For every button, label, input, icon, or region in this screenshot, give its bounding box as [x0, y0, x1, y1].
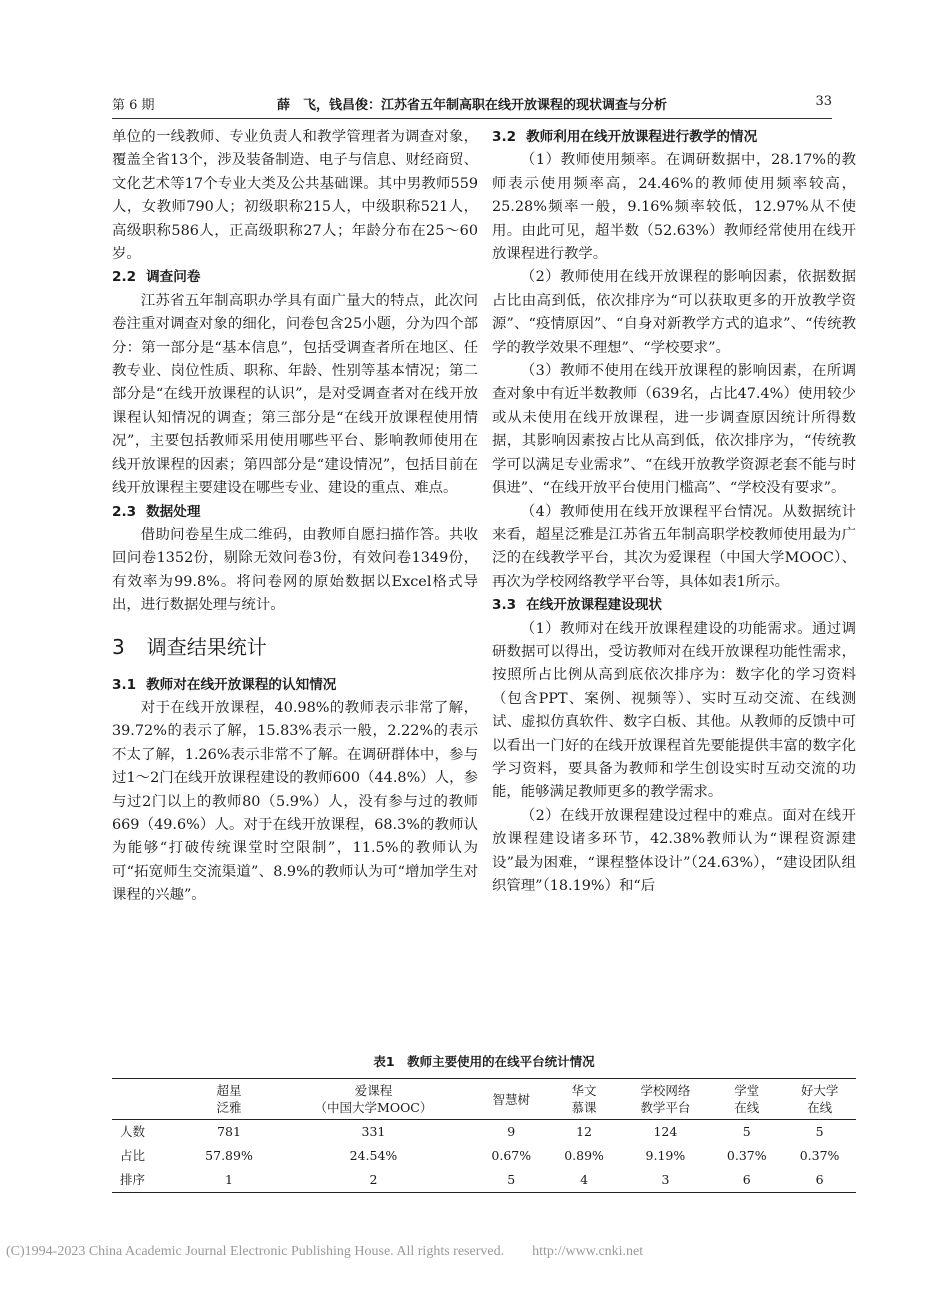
table-cell: 6: [815, 1172, 824, 1187]
column-header: 爱课程 （中国大学MOOC）: [314, 1083, 433, 1115]
table-cell: 57.89%: [205, 1148, 253, 1163]
column-header: 华文 慕课: [571, 1083, 597, 1115]
table-header-row: [112, 1079, 856, 1120]
table-cell: 0.89%: [564, 1148, 604, 1163]
table-1: [112, 1052, 856, 1193]
section-heading-2-3: [112, 501, 478, 524]
column-header: 超星 泛雅: [216, 1083, 242, 1115]
table-cell: 4: [580, 1172, 589, 1187]
table-corner-cell: [112, 1079, 186, 1120]
table-row: [112, 1120, 856, 1145]
row-label: 人数: [120, 1124, 146, 1139]
column-header: 智慧树: [492, 1091, 531, 1107]
paragraph: 借助问卷星生成二维码，由教师自愿扫描作答。共收回问卷1352份，剔除无效问卷3份，有效问卷1349份，有效率为99.8%。将问卷网的原始数据以Excel格式导出，进行数据处理与统计。: [112, 526, 478, 614]
paragraph: （1）教师使用频率。在调研数据中，28.17%的教师表示使用频率高，24.46%的教师使用频率较高，25.28%频率一般，9.16%频率较低，12.97%从不使用。由此可见，超半数（52.63%）教师经常使用在线开放课程进行教学。: [492, 152, 856, 263]
table-caption: 表1 教师主要使用的在线平台统计情况: [373, 1054, 595, 1069]
section-title: 数据处理: [146, 503, 201, 520]
section-heading-3: [112, 632, 478, 662]
issue-number: 第 6 期: [112, 98, 155, 113]
paragraph: 单位的一线教师、专业负责人和教学管理者为调查对象，覆盖全省13个，涉及装备制造、电子与信息、财经商贸、文化艺术等17个专业大类及公共基础课。其中男教师559人，女教师790人；初级职称215人，中级职称521人，高级职称586人，正高级职称27人；年龄分布在25～60岁。: [112, 129, 478, 263]
table-cell: 0.37%: [726, 1148, 767, 1163]
section-title: 调查结果统计: [146, 634, 267, 659]
paragraph: 江苏省五年制高职办学具有面广量大的特点，此次问卷注重对调查对象的细化，问卷包含25小题，分为四个部分：第一部分是“基本信息”，包括受调查者所在地区、任教专业、岗位性质、职称、年龄、性别等基本情况；第二部分是“在线开放课程的认识”，是对受调查者对在线开放课程认知情况的调查；第三部分是“在线开放课程使用情况”，主要包括教师采用使用哪些平台、影响教师使用在线开放课程的因素；第四部分是“建设情况”，包括目前在线开放课程主要建设在哪些专业、建设的重点、难点。: [112, 292, 478, 497]
table-cell: 5: [507, 1172, 516, 1187]
table-cell: 0.67%: [491, 1148, 532, 1163]
table-cell: 24.54%: [349, 1148, 398, 1163]
table-cell: 5: [742, 1124, 751, 1139]
section-number: 3.1: [112, 676, 137, 693]
table-cell: 331: [361, 1124, 386, 1139]
paragraph: （4）教师使用在线开放课程平台情况。从数据统计来看，超星泛雅是江苏省五年制高职学校教师使用最为广泛的在线教学平台，其次为爱课程（中国大学MOOC）、再次为学校网络教学平台等，具体如表1所示。: [492, 503, 856, 590]
section-title: 调查问卷: [146, 269, 201, 286]
section-heading-3-3: [492, 594, 856, 617]
paragraph: （2）教师使用在线开放课程的影响因素，依据数据占比由高到低，依次排序为“可以获取更多的开放教学资源”、“疫情原因”、“自身对新教学方式的追求”、“传统教学的教学效果不理想”、“学校要求”。: [492, 269, 856, 356]
section-number: 3.2: [492, 129, 517, 145]
table-row: [112, 1168, 856, 1193]
section-number: 2.3: [112, 503, 137, 520]
section-title: 教师对在线开放课程的认知情况: [146, 676, 337, 693]
table-cell: 2: [369, 1172, 378, 1187]
platform-stats-table: [112, 1078, 856, 1193]
section-number: 3.3: [492, 597, 517, 614]
table-row: [112, 1144, 856, 1168]
section-title: 在线开放课程建设现状: [526, 597, 663, 614]
paragraph: （2）在线开放课程建设过程中的难点。面对在线开放课程建设诸多环节，42.38%教师认为“课程资源建设”最为困难，“课程整体设计”（24.63%），“建设团队组织管理”（18.19%）和“后: [492, 807, 856, 894]
section-number: 2.2: [112, 269, 137, 286]
right-column: [492, 126, 856, 898]
table-cell: 5: [815, 1124, 824, 1139]
paragraph: （3）教师不使用在线开放课程的影响因素，在所调查对象中有近半数教师（639名，占比47.4%）使用较少或从未使用在线开放课程，进一步调查原因统计所得数据，其影响因素按占比从高到低，依次排序为，“传统教学可以满足专业需求”、“在线开放教学资源老套不能与时俱进”、“在线开放平台使用门槛高”、“学校没有要求”。: [492, 363, 856, 497]
table-cell: 6: [742, 1172, 751, 1187]
column-header: 学堂 在线: [734, 1083, 760, 1115]
paragraph: （1）教师对在线开放课程建设的功能需求。通过调研数据可以得出，受访教师对在线开放课程功能性需求，按照所占比例从高到底依次排序为：数字化的学习资料（包含PPT、案例、视频等）、实时互动交流、在线测试、虚拟仿真软件、数字白板、其他。从教师的反馈中可以看出一门好的在线开放课程首先要能提供丰富的数字化学习资料，要具备为教师和学生创设实时互动交流的功能，能够满足教师更多的教学需求。: [492, 620, 856, 801]
paragraph: 对于在线开放课程，40.98%的教师表示非常了解，39.72%的表示了解，15.83%表示一般，2.22%的表示不太了解，1.26%表示非常不了解。在调研群体中，参与过1～2门在线开放课程建设的教师600（44.8%）人，参与过2门以上的教师80（5.9%）人，没有参与过的教师669（49.6%）人。对于在线开放课程，68.3%的教师认为能够“打破传统课堂时空限制”，11.5%的教师认为可“拓宽师生交流渠道”、8.9%的教师认为可“增加学生对课程的兴趣”。: [112, 699, 478, 904]
column-header: 学校网络 教学平台: [640, 1083, 691, 1115]
table-cell: 3: [661, 1172, 670, 1187]
running-title: 薛 飞，钱昌俊：江苏省五年制高职在线开放课程的现状调查与分析: [276, 98, 667, 113]
table-cell: 9.19%: [645, 1148, 686, 1163]
row-label: 排序: [120, 1172, 146, 1187]
table-cell: 0.37%: [799, 1148, 840, 1163]
table-cell: 781: [217, 1124, 241, 1139]
section-title: 教师利用在线开放课程进行教学的情况: [526, 129, 758, 145]
section-heading-3-1: [112, 674, 478, 697]
running-header: [112, 92, 832, 114]
left-column: [112, 126, 478, 908]
header-rule: [112, 118, 832, 119]
table-cell: 1: [225, 1172, 233, 1187]
copyright-footer: (C)1994-2023 China Academic Journal Electronic Publishing House. All rights reserved. http://www.cnki.net: [6, 1244, 644, 1259]
section-heading-2-2: [112, 266, 478, 289]
table-cell: 9: [507, 1124, 516, 1139]
table-cell: 124: [653, 1124, 678, 1139]
column-header: 好大学 在线: [800, 1083, 839, 1115]
section-heading-3-2: [492, 126, 856, 149]
section-number: 3: [112, 634, 125, 659]
row-label: 占比: [120, 1148, 146, 1163]
page-number: 33: [815, 94, 832, 109]
table-cell: 12: [576, 1124, 593, 1139]
